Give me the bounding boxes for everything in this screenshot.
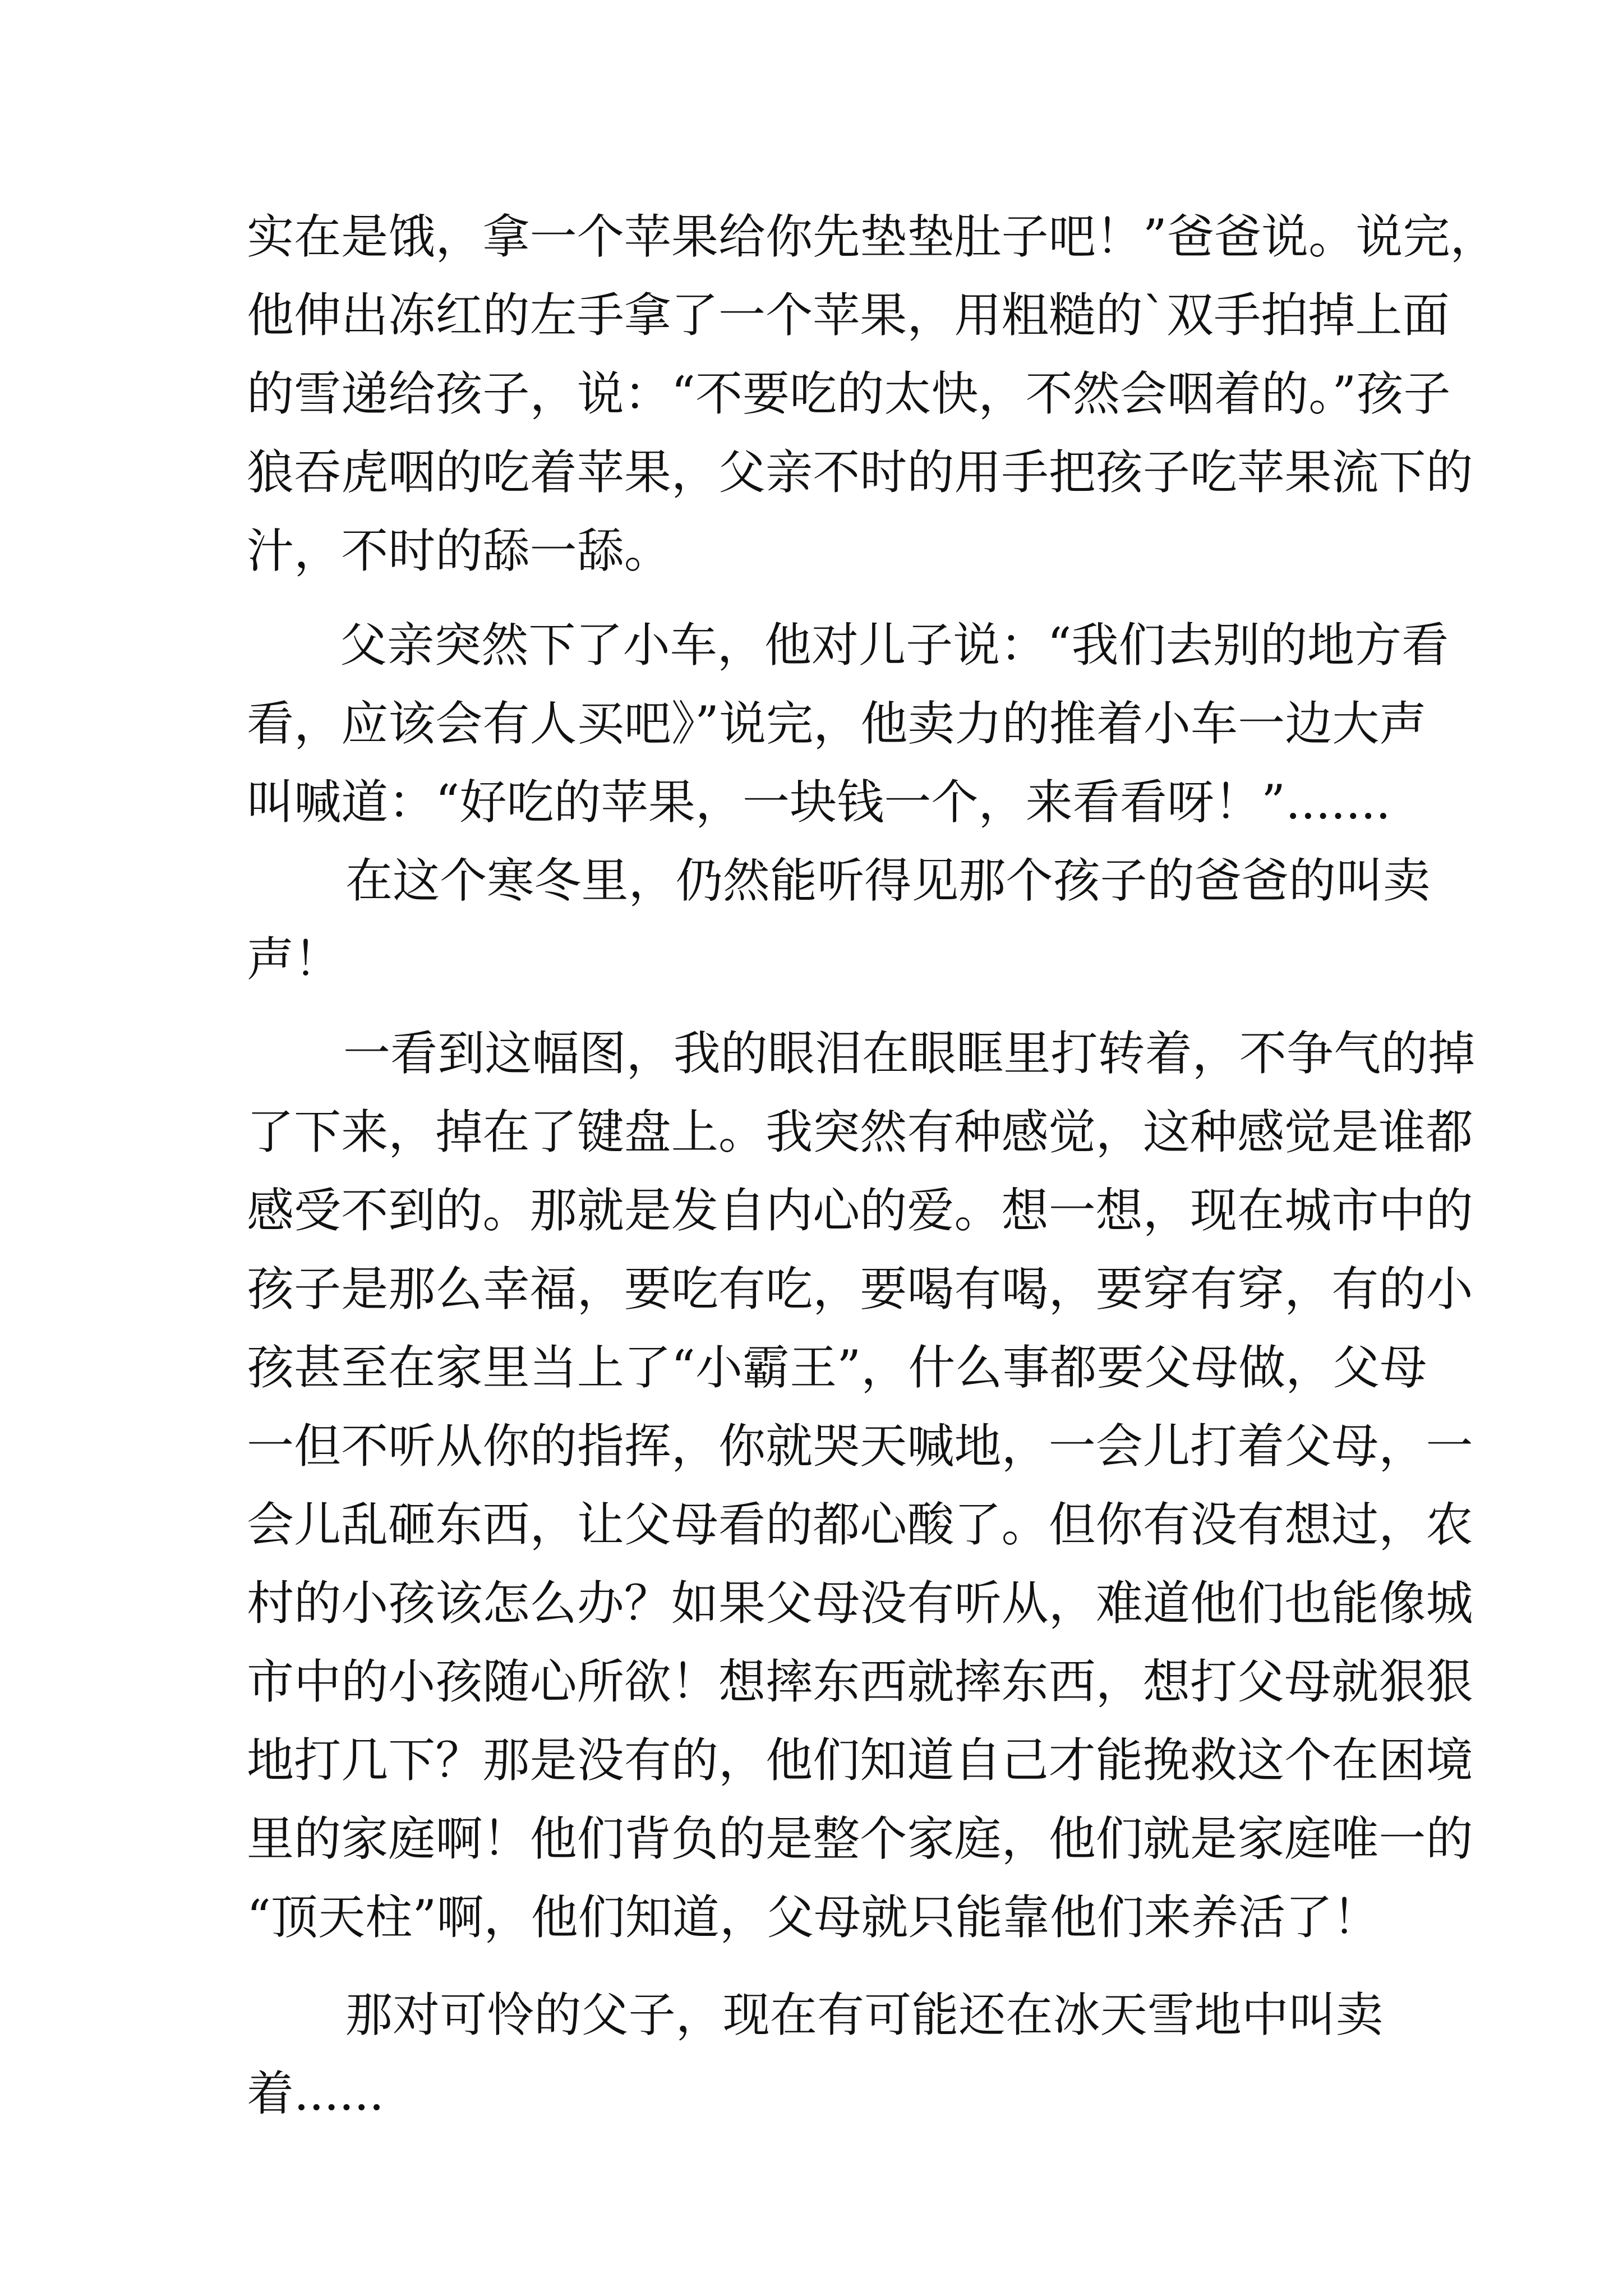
text-line: “顶天柱”啊，他们知道，父母就只能靠他们来养活了！ xyxy=(247,1890,1380,1945)
text-line: 狼吞虎咽的吃着苹果，父亲不时的用手把孩子吃苹果流下的 xyxy=(247,445,1473,500)
text-line: 一但不听从你的指挥，你就哭天喊地，一会儿打着父母，一 xyxy=(247,1419,1473,1474)
text-line: 感受不到的。那就是发自内心的爱。想一想，现在城市中的 xyxy=(247,1183,1473,1238)
text-line: 着...... xyxy=(247,2066,384,2121)
paragraph-first-line: 父亲突然下了小车，他对儿子说：“我们去别的地方看 xyxy=(340,618,1449,673)
text-line: 了下来，掉在了键盘上。我突然有种感觉，这种感觉是谁都 xyxy=(247,1105,1473,1159)
text-line: 看，应该会有人买吧》”说完，他卖力的推着小车一边大声 xyxy=(247,696,1427,751)
text-line: 汁，不时的舔一舔。 xyxy=(247,523,671,578)
text-line: 孩甚至在家里当上了“小霸王”，什么事都要父母做，父母 xyxy=(247,1340,1427,1395)
paragraph-first-line: 那对可怜的父子，现在有可能还在冰天雪地中叫卖 xyxy=(345,1987,1384,2042)
text-line: 市中的小孩随心所欲！想摔东西就摔东西，想打父母就狠狠 xyxy=(247,1654,1473,1709)
text-line: 地打几下？那是没有的，他们知道自己才能挽救这个在困境 xyxy=(247,1733,1473,1788)
text-line: 叫喊道：“好吃的苹果，一块钱一个，来看看呀！”....... xyxy=(247,775,1391,830)
text-line: 他伸出冻红的左手拿了一个苹果，用粗糙的`双手拍掉上面 xyxy=(247,288,1450,343)
text-line: 的雪递给孩子，说：“不要吃的太快，不然会咽着的。”孩子 xyxy=(247,366,1451,421)
text-line: 会儿乱砸东西，让父母看的都心酸了。但你有没有想过，农 xyxy=(247,1497,1473,1552)
paragraph-first-line: 在这个寒冬里，仍然能听得见那个孩子的爸爸的叫卖 xyxy=(345,853,1431,908)
paragraph-first-line: 一看到这幅图，我的眼泪在眼眶里打转着，不争气的掉 xyxy=(343,1026,1476,1081)
text-line: 实在是饿，拿一个苹果给你先垫垫肚子吧！”爸爸说。说完， xyxy=(247,209,1497,264)
text-line: 里的家庭啊！他们背负的是整个家庭，他们就是家庭唯一的 xyxy=(247,1811,1473,1866)
text-line: 孩子是那么幸福，要吃有吃，要喝有喝，要穿有穿，有的小 xyxy=(247,1262,1473,1317)
article-text xyxy=(247,197,1497,2133)
text-line: 声！ xyxy=(247,932,342,987)
text-line: 村的小孩该怎么办？如果父母没有听从，难道他们也能像城 xyxy=(247,1576,1473,1631)
